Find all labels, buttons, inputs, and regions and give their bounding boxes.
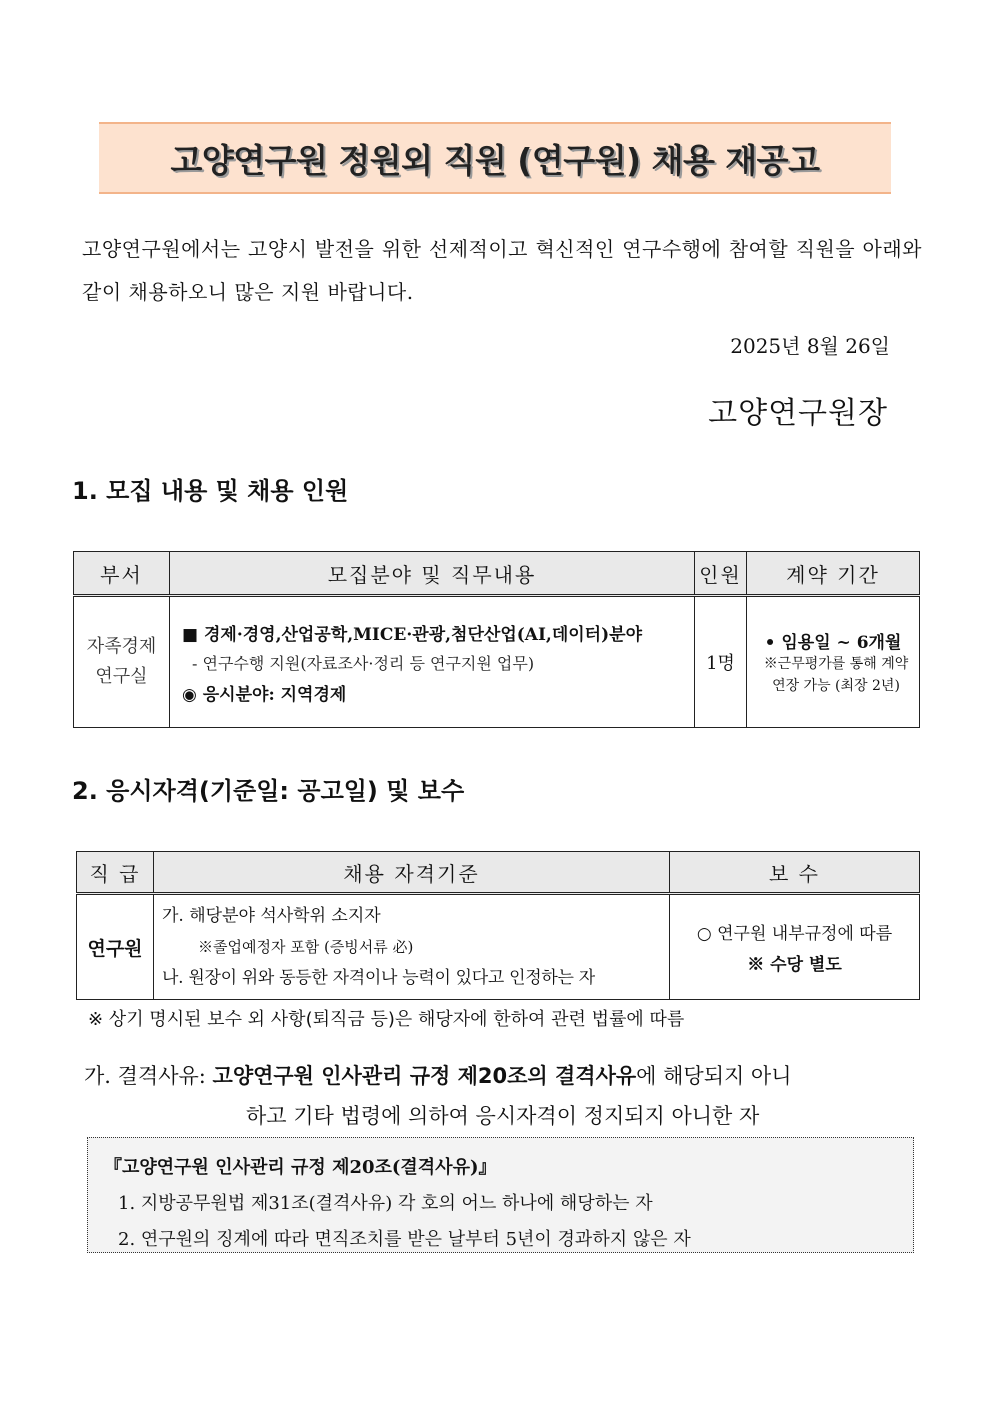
section-2-heading: 2. 응시자격(기준일: 공고일) 및 보수 xyxy=(72,777,465,805)
pay-note: ※ 상기 명시된 보수 외 사항(퇴직금 등)은 해당자에 한하여 관련 법률에 따름 xyxy=(88,1009,685,1030)
disq-bold: 고양연구원 인사관리 규정 제20조의 결격사유 xyxy=(212,1064,637,1088)
col-header-count: 인원 xyxy=(695,552,747,596)
disq-rest: 에 해당되지 아니 xyxy=(636,1064,792,1088)
recruitment-table xyxy=(73,551,920,728)
period-cell xyxy=(747,596,920,728)
field-main: ■ 경제·경영,산업공학,MICE·관광,첨단산업(AI,데이터)분야 xyxy=(182,624,642,645)
col-header-dept: 부서 xyxy=(74,552,170,596)
signer: 고양연구원장 xyxy=(708,396,888,431)
period-main: • 임용일 ~ 6개월 xyxy=(764,632,902,653)
qualification-cell xyxy=(154,894,670,1000)
pay-rule: ○ 연구원 내부규정에 따름 xyxy=(696,924,893,944)
col-header-field: 모집분야 및 직무내용 xyxy=(170,552,695,596)
announcement-date: 2025년 8월 26일 xyxy=(730,334,890,358)
rank-cell: 연구원 xyxy=(77,894,154,1000)
regulation-title: 『고양연구원 인사관리 규정 제20조(결격사유)』 xyxy=(104,1157,497,1178)
page-title: 고양연구원 정원외 직원 (연구원) 채용 재공고 xyxy=(170,140,820,180)
intro-paragraph: 고양연구원에서는 고양시 발전을 위한 선제적이고 혁신적인 연구수행에 참여할 직원을 아래와 같이 채용하오니 많은 지원 바랍니다. xyxy=(82,237,922,304)
period-note-2: 연장 가능 (최장 2년) xyxy=(772,677,900,694)
table-row xyxy=(74,596,920,728)
table-row xyxy=(77,894,920,1000)
qualification-1: 가. 해당분야 석사학위 소지자 xyxy=(162,905,381,926)
col-header-pay: 보 수 xyxy=(670,852,920,894)
title-banner xyxy=(99,122,891,194)
field-apply: ◉ 응시분야: 지역경제 xyxy=(182,684,347,705)
disq-line-2: 하고 기타 법령에 의하여 응시자격이 정지되지 아니한 자 xyxy=(246,1104,760,1128)
field-sub: - 연구수행 지원(자료조사·정리 등 연구지원 업무) xyxy=(192,653,535,673)
qualification-2: 나. 원장이 위와 동등한 자격이나 능력이 있다고 인정하는 자 xyxy=(162,967,595,988)
dept-line-2: 연구실 xyxy=(95,666,148,687)
col-header-qualification: 채용 자격기준 xyxy=(154,852,670,894)
period-note-1: ※근무평가를 통해 계약 xyxy=(763,655,909,672)
regulation-box xyxy=(87,1137,914,1253)
field-cell xyxy=(170,596,695,728)
regulation-item-2: 2. 연구원의 징계에 따라 면직조치를 받은 날부터 5년이 경과하지 않은 자 xyxy=(118,1229,691,1250)
qualification-1-note: ※졸업예정자 포함 (증빙서류 必) xyxy=(198,937,414,956)
regulation-item-1: 1. 지방공무원법 제31조(결격사유) 각 호의 어느 하나에 해당하는 자 xyxy=(118,1193,653,1214)
qualification-table xyxy=(76,851,920,1000)
dept-line-1: 자족경제 xyxy=(86,636,157,657)
col-header-rank: 직 급 xyxy=(77,852,154,894)
dept-cell xyxy=(74,596,170,728)
col-header-period: 계약 기간 xyxy=(747,552,920,596)
count-cell: 1명 xyxy=(695,596,747,728)
section-1-heading: 1. 모집 내용 및 채용 인원 xyxy=(72,477,349,505)
pay-cell xyxy=(670,894,920,1000)
disq-prefix: 가. 결격사유: xyxy=(84,1064,213,1088)
disqualification-paragraph xyxy=(84,1056,922,1136)
pay-allowance: ※ 수당 별도 xyxy=(747,955,842,975)
